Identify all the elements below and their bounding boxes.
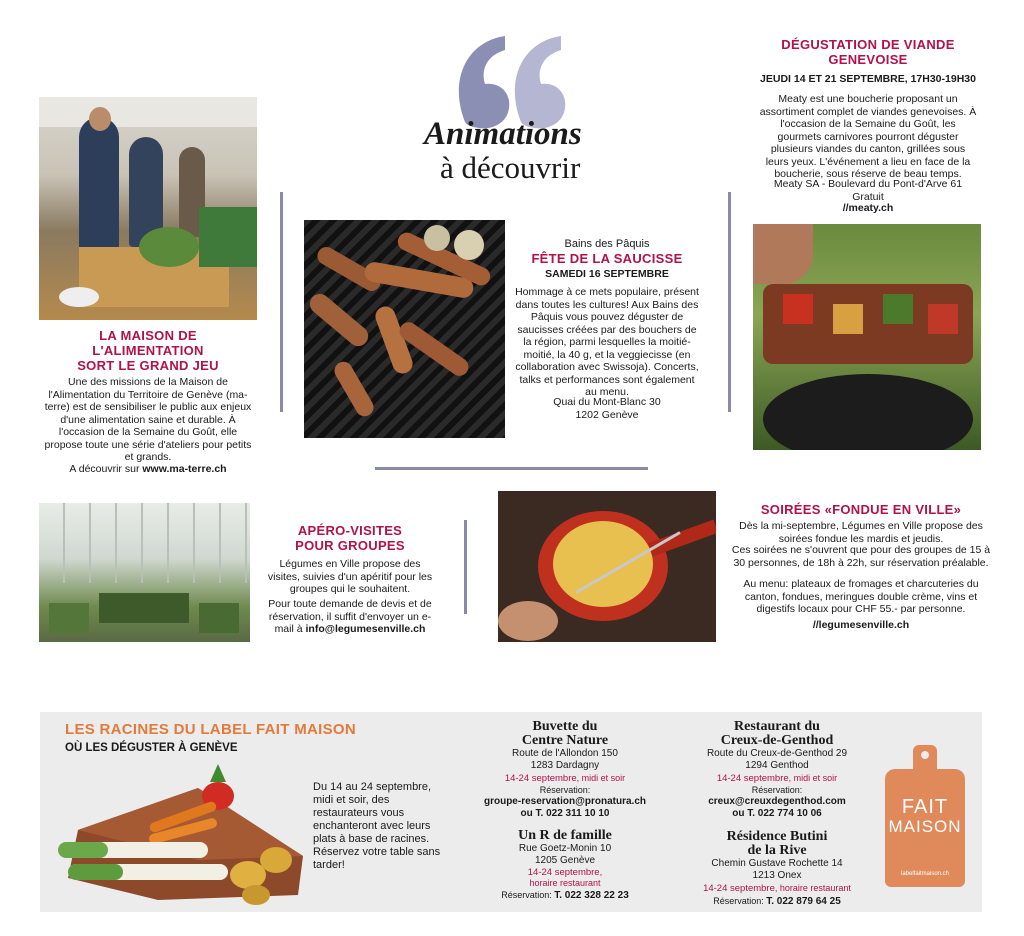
restaurant-name: Buvette du Centre Nature: [521, 719, 609, 748]
viande-heading: DÉGUSTATION DE VIANDE GENEVOISE: [781, 37, 955, 67]
maison-link-line: A découvrir sur www.ma-terre.ch: [69, 463, 227, 475]
saucisse-heading: FÊTE DE LA SAUCISSE: [531, 251, 683, 266]
saucisse-address: Quai du Mont-Blanc 30 1202 Genève: [553, 396, 661, 421]
page-title: Animations: [424, 116, 582, 152]
fondue-heading: SOIRÉES «FONDUE EN VILLE»: [760, 502, 962, 517]
fondue-text-2: Ces soirées ne s'ouvrent que pour des groupes de 15 à 30 personnes, de 18h à 22h, sur réservation préalable.: [731, 544, 991, 569]
saucisse-date: SAMEDI 16 SEPTEMBRE: [545, 268, 669, 280]
greenhouse-photo: [39, 503, 250, 642]
restaurant-buvette: Buvette du Centre Nature Route de l'Allondon 150 1283 Dardagny 14-24 septembre, midi et soir Réservation: groupe-reservation@pronatura.ch ou T. 022 311 10 10: [470, 720, 660, 820]
restaurant-phone[interactable]: ou T. 022 311 10 10: [520, 808, 610, 819]
viande-date: JEUDI 14 ET 21 SEPTEMBRE, 17H30-19H30: [760, 73, 976, 85]
saucisse-text: Hommage à ce mets populaire, présent dans toutes les cultures! Aux Bains des Pâquis vous pouvez déguster de saucisses créées par des bouchers de la région, parmi lesquelles la moitié-moitié, la 40 g, et la veggiecisse (en collaboration avec Swissoja). Concerts, talks et performances sont également au menu.: [515, 286, 699, 398]
racines-heading: LES RACINES DU LABEL FAIT MAISON: [65, 721, 357, 738]
apero-email-link[interactable]: info@legumesenville.ch: [305, 623, 426, 635]
restaurant-name: Résidence Butini de la Rive: [726, 829, 828, 858]
viande-text: Meaty est une boucherie proposant un assortiment complet de viandes genevoises. À l'occasion de la Semaine du Goût, les gourmets carnivores pourront déguster plusieurs viandes du canton, grillées sous leurs yeux. L'événement a lieu en face de la boucherie, sous réserve de beau temps.: [759, 93, 977, 180]
fondue-text-3: Au menu: plateaux de fromages et charcuteries du canton, fondues, meringues double crème, vins et digestifs locaux pour CHF 55.- par personne.: [743, 578, 979, 615]
restaurant-address: Route du Creux-de-Genthod 29 1294 Genthod: [706, 748, 848, 771]
restaurant-un-r-de-famille: Un R de famille Rue Goetz-Monin 10 1205 Genève 14-24 septembre, horaire restaurant Réservation: T. 022 328 22 23: [470, 828, 660, 902]
maison-heading: LA MAISON DE L'ALIMENTATION SORT LE GRAND JEU: [77, 328, 219, 373]
divider-right: [728, 192, 731, 412]
fait-maison-logo-text: FAIT MAISON: [888, 796, 962, 836]
divider-horizontal: [375, 467, 648, 470]
vegetables-illustration: [48, 760, 310, 908]
viande-address: Meaty SA - Boulevard du Pont-d'Arve 61 Gratuit: [773, 178, 963, 203]
page-subtitle: à découvrir: [440, 150, 581, 185]
saucisse-place: Bains des Pâquis: [564, 238, 650, 250]
sausages-grill-photo: [304, 220, 505, 438]
restaurant-phone[interactable]: T. 022 879 64 25: [766, 896, 841, 907]
restaurant-phone[interactable]: ou T. 022 774 10 06: [732, 808, 822, 819]
restaurant-creux-de-genthod: Restaurant du Creux-de-Genthod Route du Creux-de-Genthod 29 1294 Genthod 14-24 septembre, midi et soir Réservation: creux@creuxdegenthod.com ou T. 022 774 10 06: [682, 720, 872, 820]
restaurant-email[interactable]: creux@creuxdegenthod.com: [708, 796, 846, 807]
apero-contact: Pour toute demande de devis et de réservation, il suffit d'envoyer un e-mail à info@legumesenville.ch: [268, 598, 432, 635]
restaurant-address: Chemin Gustave Rochette 14 1213 Onex: [711, 858, 843, 881]
apero-text: Légumes en Ville propose des visites, suivies d'un apéritif pour les groupes qui le souhaitent.: [267, 558, 433, 595]
restaurant-address: Rue Goetz-Monin 10 1205 Genève: [518, 843, 612, 866]
divider-mid: [464, 520, 467, 614]
maison-text: Une des missions de la Maison de l'Alimentation du Territoire de Genève (ma-terre) est de sensibiliser le public aux enjeux d'une alimentation saine et durable. À l'occasion de la Semaine du Goût, elle propose toute une série d'ateliers pour petits et grands.: [44, 376, 252, 463]
restaurant-residence-butini: Résidence Butini de la Rive Chemin Gustave Rochette 14 1213 Onex 14-24 septembre, horaire restaurant Réservation: T. 022 879 64 25: [682, 830, 872, 908]
skewers-barbecue-photo: [753, 224, 981, 450]
fait-maison-logo: FAIT MAISON labelfaitmaison.ch: [885, 745, 965, 887]
maison-link[interactable]: www.ma-terre.ch: [142, 463, 227, 475]
fondue-photo: [498, 491, 716, 642]
fondue-link[interactable]: //legumesenville.ch: [812, 619, 910, 631]
viande-link[interactable]: //meaty.ch: [842, 202, 894, 214]
kitchen-workshop-photo: [39, 97, 257, 320]
restaurant-phone[interactable]: T. 022 328 22 23: [554, 890, 629, 901]
restaurant-name: Un R de famille: [518, 828, 612, 843]
restaurant-name: Restaurant du Creux-de-Genthod: [720, 719, 834, 748]
fondue-text-1: Dès la mi-septembre, Légumes en Ville propose des soirées fondue les mardis et jeudis.: [739, 520, 983, 545]
racines-subheading: OÙ LES DÉGUSTER À GENÈVE: [65, 742, 238, 754]
restaurant-email[interactable]: groupe-reservation@pronatura.ch: [483, 796, 646, 807]
apero-heading: APÉRO-VISITES POUR GROUPES: [295, 523, 405, 553]
divider-left: [280, 192, 283, 412]
restaurant-address: Route de l'Allondon 150 1283 Dardagny: [512, 748, 618, 771]
racines-intro: Du 14 au 24 septembre, midi et soir, des restaurateurs vous enchanteront avec leurs plats à base de racines. Réservez votre table sans tarder!: [313, 781, 441, 871]
